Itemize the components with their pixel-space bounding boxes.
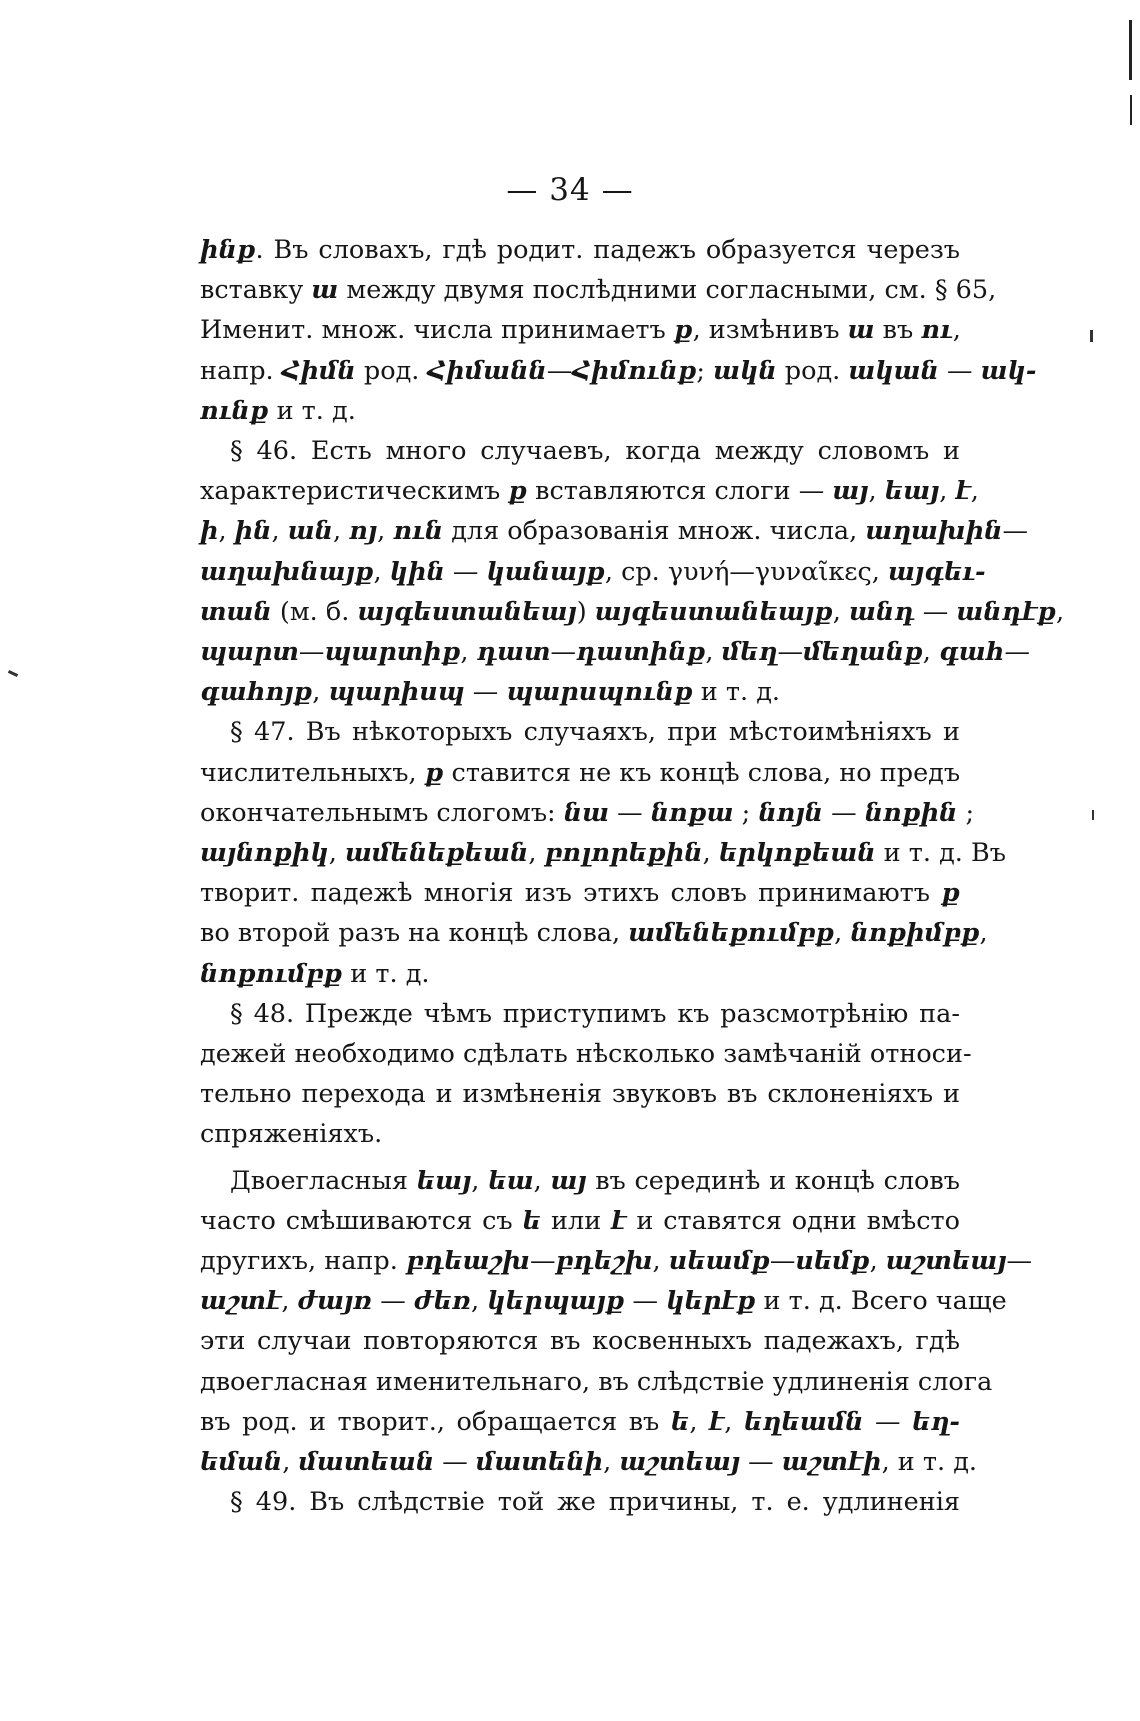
armenian-word: մատենի xyxy=(475,1447,604,1478)
armenian-word: այգեստանեայ xyxy=(357,596,577,627)
armenian-word: աղախնայք xyxy=(200,556,374,587)
armenian-word: մեղանք xyxy=(802,637,923,668)
text-line: § 47. Въ нѣкоторыхъ случаяхъ, при мѣстоимѣніяхъ и xyxy=(230,717,960,748)
armenian-word: ոյ xyxy=(349,516,378,547)
text-line: § 48. Прежде чѣмъ приступимъ къ разсмотрѣнію па- xyxy=(230,998,960,1029)
armenian-word: սեմք xyxy=(795,1246,870,1277)
armenian-word: ու xyxy=(921,315,953,346)
armenian-word: նա xyxy=(563,797,609,828)
text-line: նոքումբք и т. д. xyxy=(200,958,430,989)
text-line: աշտէ, ժայռ — ժեռ, կերպայք — կերէք и т. д. Всего чаще xyxy=(200,1286,1007,1317)
text-line: спряженіяхъ. xyxy=(200,1119,383,1150)
text-line: напр. Հիմն род. Հիմանն—Հիմունք; ակն род. ական — ակ- xyxy=(200,355,1037,386)
armenian-word: աշտեայ xyxy=(885,1246,1007,1277)
armenian-word: ա xyxy=(847,315,875,346)
armenian-word: աշտէի xyxy=(781,1447,882,1478)
armenian-word: եղեամն xyxy=(743,1406,864,1437)
text-line: Именит. множ. числа принимаетъ ք, измѣнивъ ա въ ու, xyxy=(200,315,961,346)
armenian-word: այնոքիկ xyxy=(200,838,329,869)
text-line: во второй разъ на концѣ слова, ամենեքումբք, նոքիմբք, xyxy=(200,918,988,949)
armenian-word: ի xyxy=(200,516,219,547)
text-line: § 49. Въ слѣдствіе той же причины, т. е. удлиненія xyxy=(230,1487,960,1518)
armenian-word: ունք xyxy=(200,395,269,426)
armenian-word: Հիմն xyxy=(281,355,356,386)
armenian-word: կին xyxy=(389,556,445,587)
text-line: ինք. Въ словахъ, гдѣ родит. падежъ образуется черезъ xyxy=(200,235,960,265)
text-line: ունք и т. д. xyxy=(200,395,356,426)
armenian-word: նոքա xyxy=(650,797,734,828)
armenian-word: անդէք xyxy=(956,596,1056,627)
armenian-word: նոքին xyxy=(864,797,958,828)
armenian-word: եման xyxy=(200,1447,283,1478)
armenian-word: աղախին xyxy=(865,516,1003,547)
armenian-word: կերէք xyxy=(666,1286,756,1317)
scan-mark xyxy=(1130,95,1132,125)
armenian-word: եայ xyxy=(884,476,940,507)
paragraph-section-47 xyxy=(200,712,1006,993)
armenian-word: տան xyxy=(200,596,272,627)
armenian-word: ե xyxy=(670,1406,690,1437)
paragraph-diphthongs xyxy=(200,1161,1032,1483)
text-line: եման, մատեան — մատենի, աշտեայ — աշտէի, и т. д. xyxy=(200,1447,978,1478)
armenian-word: բդեշխ xyxy=(555,1246,653,1277)
text-line: այնոքիկ, ամենեքեան, բոլորեքին, երկոքեան и т. д. Въ xyxy=(200,838,1006,869)
text-line: числительныхъ, ք ставится не къ концѣ слова, но предъ xyxy=(200,757,961,788)
paragraph-section-46 xyxy=(200,431,1065,712)
armenian-word: ինք xyxy=(200,235,256,265)
armenian-word: ուն xyxy=(393,516,444,547)
paragraph-section-48 xyxy=(200,994,972,1155)
armenian-word: մեղ xyxy=(721,637,778,668)
armenian-word: է xyxy=(611,1205,627,1236)
text-line: ի, ին, ան, ոյ, ուն для образованія множ. числа, աղախին— xyxy=(200,516,1028,547)
armenian-word: ժեռ xyxy=(413,1286,471,1317)
armenian-word: նոյն xyxy=(758,797,823,828)
armenian-word: երկոքեան xyxy=(718,838,876,869)
armenian-word: այ xyxy=(550,1165,587,1196)
text-line: тельно перехода и измѣненія звуковъ въ склоненіяхъ и xyxy=(200,1079,960,1110)
text-line: другихъ, напр. բդեաշխ—բդեշխ, սեամք—սեմք, աշտեայ— xyxy=(200,1246,1032,1277)
text-line: Двоегласныя եայ, եա, այ въ серединѣ и концѣ словъ xyxy=(230,1165,960,1196)
text-line: պարտ—պարտիք, դատ—դատինք, մեղ—մեղանք, գահ— xyxy=(200,637,1030,668)
armenian-word: ք xyxy=(941,878,960,909)
armenian-word: ք xyxy=(424,757,444,788)
armenian-word: այգեւ- xyxy=(888,556,986,587)
armenian-word: պարտիք xyxy=(324,637,461,668)
text-line: двоегласная именительнаго, въ слѣдствіе удлиненія слога xyxy=(200,1366,993,1397)
page-number: — 34 — xyxy=(506,172,634,208)
text-line: § 46. Есть много случаевъ, когда между словомъ и xyxy=(230,436,960,467)
text-line: часто смѣшиваются съ ե или է и ставятся одни вмѣсто xyxy=(200,1205,960,1236)
armenian-word: նոքումբք xyxy=(200,958,343,989)
text-line: աղախնայք, կին — կանայք, ср. γυνή—γυναῖκες, այգեւ- xyxy=(200,556,986,587)
text-line: գահոյք, պարիսպ — պարսպունք и т. д. xyxy=(200,677,781,708)
scan-speck xyxy=(1090,330,1093,342)
armenian-word: ին xyxy=(234,516,272,547)
armenian-word: սեամք xyxy=(668,1246,770,1277)
armenian-word: ք xyxy=(673,315,693,346)
text-line: окончательнымъ слогомъ: նա — նոքա ; նոյն — նոքին ; xyxy=(200,797,975,828)
page-body xyxy=(200,230,1065,1523)
text-line: въ род. и творит., обращается въ ե, է, եղեամն — եղ- xyxy=(200,1406,961,1437)
armenian-word: բդեաշխ xyxy=(405,1246,530,1277)
armenian-word: մատեան xyxy=(298,1447,435,1478)
armenian-word: դատինք xyxy=(576,637,706,668)
scan-edge-artifact xyxy=(1118,0,1140,1721)
armenian-word: պարտ xyxy=(200,637,299,668)
armenian-word: ակն xyxy=(713,355,777,386)
armenian-word: եայ xyxy=(416,1165,472,1196)
armenian-word: եղ- xyxy=(912,1406,961,1437)
text-line: творит. падежѣ многія изъ этихъ словъ принимаютъ ք xyxy=(200,878,960,909)
armenian-word: անդ xyxy=(848,596,915,627)
armenian-word: է xyxy=(955,476,971,507)
armenian-word: եա xyxy=(488,1165,534,1196)
armenian-word: պարսպունք xyxy=(506,677,693,708)
armenian-word: ե xyxy=(522,1205,542,1236)
armenian-word: աշտէ xyxy=(200,1286,282,1317)
scan-speck xyxy=(1092,810,1094,820)
armenian-word: ամենեքեան xyxy=(344,838,529,869)
armenian-word: ժայռ xyxy=(297,1286,373,1317)
armenian-word: կանայք xyxy=(486,556,605,587)
armenian-word: Հիմանն xyxy=(427,355,547,386)
armenian-word: դատ xyxy=(476,637,551,668)
armenian-word: ա xyxy=(311,275,339,306)
text-line: вставку ա между двумя послѣдними согласными, см. § 65, xyxy=(200,275,997,306)
armenian-word: նոքիմբք xyxy=(850,918,980,949)
armenian-word: ամենեքումբք xyxy=(628,918,835,949)
text-line: эти случаи повторяются въ косвенныхъ падежахъ, гдѣ xyxy=(200,1326,960,1357)
armenian-word: ակ- xyxy=(980,355,1037,386)
armenian-word: բոլորեքին xyxy=(544,838,703,869)
armenian-word: գահոյք xyxy=(200,677,313,708)
paragraph-continuation xyxy=(200,230,1037,431)
armenian-word: այ xyxy=(832,476,869,507)
armenian-word: է xyxy=(708,1406,725,1437)
armenian-word: պարիսպ xyxy=(328,677,465,708)
armenian-word: ք xyxy=(508,476,527,507)
armenian-word: կերպայք xyxy=(487,1286,625,1317)
armenian-word: աշտեայ xyxy=(619,1447,741,1478)
armenian-word: գահ xyxy=(938,637,1005,668)
armenian-word: ական xyxy=(848,355,939,386)
text-line: տան (м. б. այգեստանեայ) այգեստանեայք, անդ — անդէք, xyxy=(200,596,1065,627)
paragraph-section-49 xyxy=(200,1482,960,1522)
armenian-word: ան xyxy=(287,516,333,547)
scan-speck xyxy=(8,670,18,677)
scan-mark xyxy=(1129,20,1132,80)
armenian-word: այգեստանեայք xyxy=(594,596,833,627)
text-line: дежей необходимо сдѣлать нѣсколько замѣчаній относи- xyxy=(200,1039,972,1070)
text-line: характеристическимъ ք вставляются слоги — այ, եայ, է, xyxy=(200,476,979,507)
armenian-word: Հիմունք xyxy=(572,355,697,386)
